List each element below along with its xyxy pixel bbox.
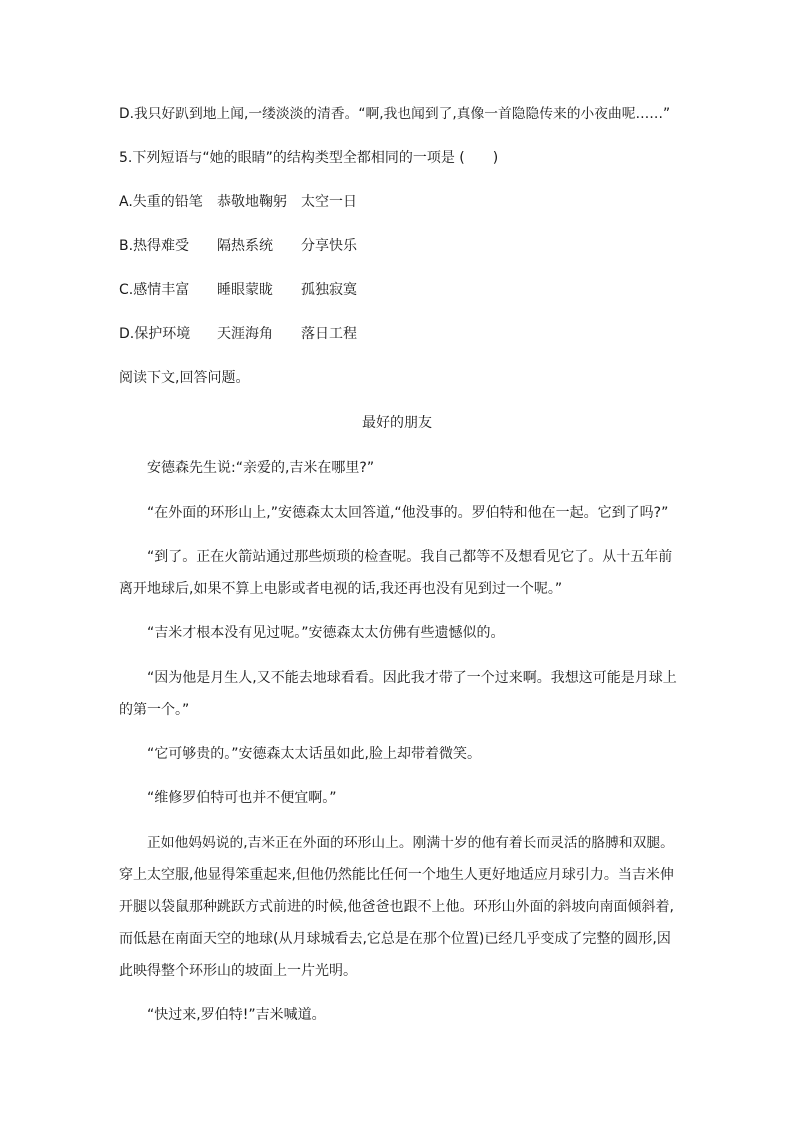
- option-d-label: D.保护环境: [119, 326, 191, 342]
- passage-line: 开腿以袋鼠那种跳跃方式前进的时候,他爸爸也跟不上他。环形山外面的斜坡向南面倾斜着,: [119, 899, 674, 915]
- passage-line: 而低悬在南面天空的地球(从月球城看去,它总是在那个位置)已经几乎变成了完整的圆形,因: [119, 931, 671, 947]
- option-d-phrase-2: 天涯海角: [217, 326, 273, 342]
- option-c-phrase-2: 睡眼蒙眬: [217, 282, 273, 298]
- q5-stem: 5.下列短语与“她的眼睛”的结构类型全都相同的一项是 ( ): [119, 150, 499, 166]
- passage-line: 此映得整个环形山的坡面上一片光明。: [119, 963, 357, 979]
- option-a-phrase-3: 太空一日: [301, 194, 357, 210]
- q5-option-c: [119, 280, 381, 300]
- option-b-label: B.热得难受: [119, 238, 190, 254]
- q5-option-b: [119, 236, 381, 256]
- option-b-phrase-3: 分享快乐: [301, 238, 357, 254]
- option-c-label: C.感情丰富: [119, 282, 190, 298]
- passage-title: 最好的朋友: [362, 415, 432, 431]
- passage-line: 离开地球后,如果不算上电影或者电视的话,我还再也没有见到过一个呢。”: [119, 581, 563, 597]
- passage-line: “它可够贵的。”安德森太太话虽如此,脸上却带着微笑。: [147, 746, 481, 762]
- passage-line: “因为他是月生人,又不能去地球看看。因此我才带了一个过来啊。我想这可能是月球上: [147, 670, 677, 686]
- option-a-phrase-2: 恭敬地鞠躬: [217, 194, 287, 210]
- q5-option-a: [119, 192, 381, 212]
- passage-line: 的第一个。”: [119, 702, 190, 718]
- option-b-phrase-2: 隔热系统: [217, 238, 273, 254]
- passage-line: 正如他妈妈说的,吉米正在外面的环形山上。刚满十岁的他有着长而灵活的胳膊和双腿。: [147, 835, 674, 851]
- passage-line: 安德森先生说:“亲爱的,吉米在哪里?”: [147, 460, 375, 476]
- q4-option-d: D.我只好趴到地上闻,一缕淡淡的清香。“啊,我也闻到了,真像一首隐隐传来的小夜曲呢……”: [119, 106, 671, 122]
- passage-line: 穿上太空服,他显得笨重起来,但他仍然能比任何一个地生人更好地适应月球引力。当吉米伸: [119, 867, 674, 883]
- q5-option-d: [119, 324, 381, 344]
- reading-instruction: 阅读下文,回答问题。: [119, 370, 250, 386]
- passage-line: “维修罗伯特可也并不便宜啊。”: [147, 790, 337, 806]
- option-a-label: A.失重的铅笔: [119, 194, 203, 210]
- passage-line: “在外面的环形山上,”安德森太太回答道,“他没事的。罗伯特和他在一起。它到了吗?”: [147, 505, 669, 521]
- option-d-phrase-3: 落日工程: [301, 326, 357, 342]
- passage-line: “吉米才根本没有见过呢。”安德森太太仿佛有些遗憾似的。: [147, 625, 505, 641]
- passage-line: “快过来,罗伯特!”吉米喊道。: [147, 1007, 326, 1023]
- option-c-phrase-3: 孤独寂寞: [301, 282, 357, 298]
- passage-line: “到了。正在火箭站通过那些烦琐的检查呢。我自己都等不及想看见它了。从十五年前: [147, 549, 673, 565]
